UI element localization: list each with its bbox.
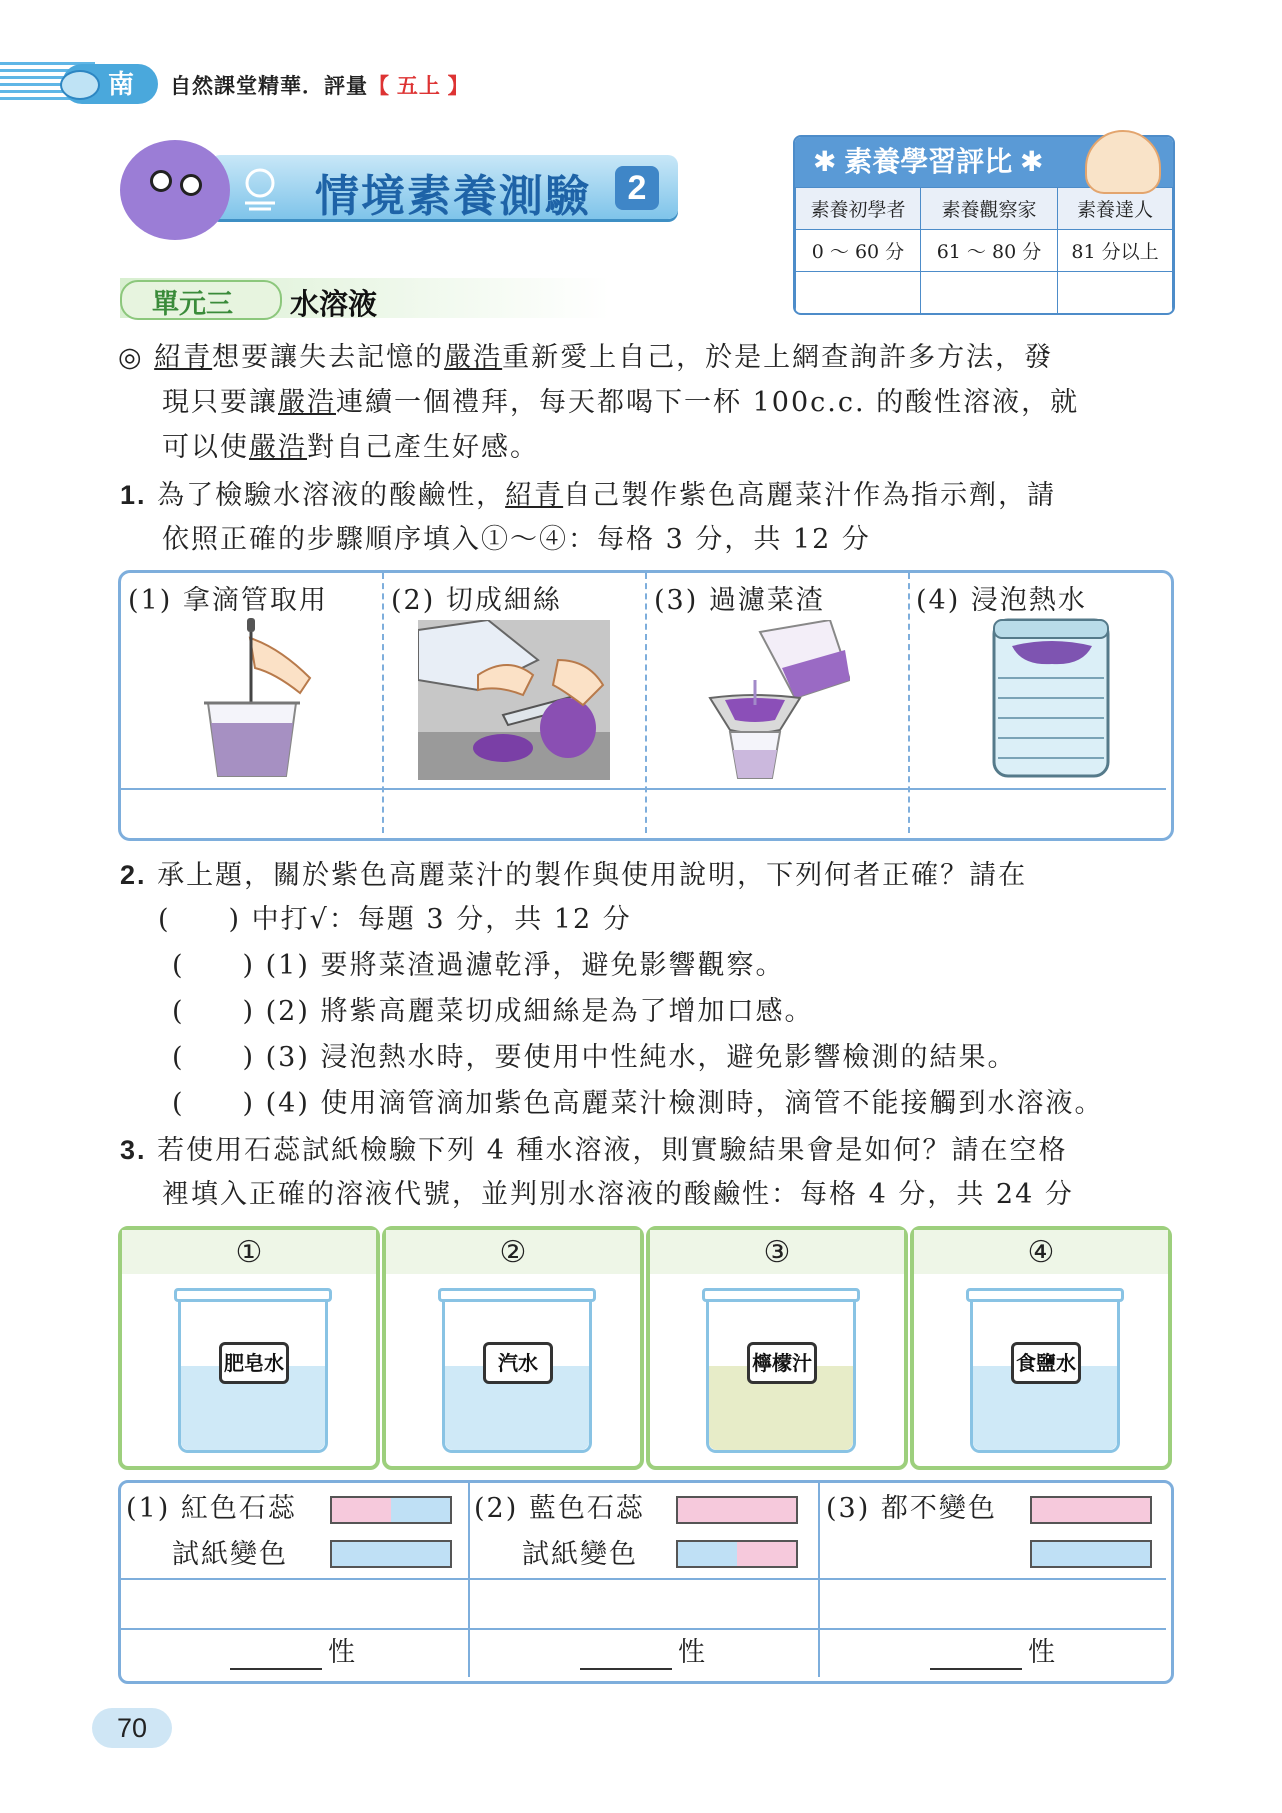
rating-level: 素養達人 <box>1057 188 1172 230</box>
test-number-badge: 2 <box>615 166 659 210</box>
q3-number: 3. <box>120 1135 147 1165</box>
q2-item-1[interactable]: ( ) (1) 要將菜渣過濾乾淨，避免影響觀察。 <box>172 950 785 981</box>
result-2-line-1: (2) 藍色石蕊 <box>474 1493 645 1524</box>
header-title <box>170 70 470 100</box>
property-suffix: 性 <box>1028 1637 1057 1668</box>
book-title: 自然課堂精華．評量 <box>170 75 368 98</box>
beaker-icon <box>442 1292 592 1453</box>
lightbulb-icon <box>235 165 285 213</box>
beaker-label: 檸檬汁 <box>747 1342 817 1384</box>
q2-item-3[interactable]: ( ) (3) 浸泡熱水時，要使用中性純水，避免影響檢測的結果。 <box>172 1042 1017 1073</box>
blue-strip-icon <box>1030 1540 1152 1568</box>
property-suffix: 性 <box>328 1637 357 1668</box>
beaker-icon <box>178 1292 328 1453</box>
beaker-label: 肥皂水 <box>219 1342 289 1384</box>
q1-line-1 <box>120 472 1056 519</box>
step-2-answer-cell[interactable] <box>384 790 644 832</box>
rating-checkbox[interactable] <box>920 272 1057 314</box>
fish-icon <box>60 70 100 100</box>
step-1-answer-cell[interactable] <box>121 790 381 832</box>
name-shaoqing: 紹青 <box>154 342 213 373</box>
beaker-label: 食鹽水 <box>1011 1342 1081 1384</box>
page-number: 70 <box>92 1708 172 1748</box>
beaker-card-1 <box>118 1226 380 1470</box>
intro-text: 對自己產生好感。 <box>307 432 539 463</box>
intro-text: 可以使 <box>162 432 249 463</box>
beaker-icon <box>706 1292 856 1453</box>
q2-item-4[interactable]: ( ) (4) 使用滴管滴加紫色高麗菜汁檢測時，滴管不能接觸到水溶液。 <box>172 1088 1104 1119</box>
rating-title: ✱ 素養學習評比 ✱ <box>795 137 1173 187</box>
rating-checkbox[interactable] <box>1057 272 1172 314</box>
intro-text: 重新愛上自己，於是上網查詢許多方法，發 <box>502 342 1054 373</box>
rating-range: 81 分以上 <box>1057 230 1172 272</box>
blue-strip-icon <box>330 1540 452 1568</box>
unit-name: 水溶液 <box>290 289 378 321</box>
beaker-card-3 <box>646 1226 908 1470</box>
q2-item-2[interactable]: ( ) (2) 將紫高麗菜切成細絲是為了增加口感。 <box>172 996 814 1027</box>
result-2-line-2: 試紙變色 <box>522 1539 638 1570</box>
result-3-line-1: (3) 都不變色 <box>826 1493 997 1524</box>
intro-line-3 <box>162 425 539 471</box>
beaker-number: ② <box>386 1230 640 1274</box>
intro-line-1 <box>118 335 1053 381</box>
result-3-property-blank[interactable] <box>930 1640 1022 1670</box>
intro-text: 想要讓失去記憶的 <box>212 342 445 373</box>
q1-text: 為了檢驗水溶液的酸鹼性， <box>157 480 506 511</box>
beaker-number: ① <box>122 1230 376 1274</box>
result-line <box>121 1628 1166 1630</box>
q2-line-2: ( ) 中打√：每題 3 分，共 12 分 <box>158 904 632 935</box>
name-yanhao: 嚴浩 <box>278 387 336 418</box>
step-3-answer-cell[interactable] <box>647 790 907 832</box>
beaker-number: ④ <box>914 1230 1168 1274</box>
rating-level: 素養觀察家 <box>920 188 1057 230</box>
result-1-answer-cell[interactable] <box>121 1580 466 1626</box>
grade-label: 【 五上 】 <box>368 75 470 98</box>
soaking-jar-illustration <box>992 618 1110 780</box>
beaker-icon <box>970 1292 1120 1453</box>
pink-strip-icon <box>1030 1496 1152 1524</box>
beaker-rim <box>438 1288 596 1302</box>
red-to-blue-strip-icon <box>330 1496 452 1524</box>
step-2-label: (2) 切成細絲 <box>391 585 562 616</box>
step-4-label: (4) 浸泡熱水 <box>916 585 1087 616</box>
q2-line-1 <box>120 852 1027 899</box>
step-3-label: (3) 過濾菜渣 <box>654 585 825 616</box>
q2-number: 2. <box>120 860 147 890</box>
q2-text: 承上題，關於紫色高麗菜汁的製作與使用說明，下列何者正確？請在 <box>157 860 1028 891</box>
rating-range: 61 ～ 80 分 <box>920 230 1057 272</box>
rating-checkbox[interactable] <box>796 272 921 314</box>
pink-strip-icon <box>676 1496 798 1524</box>
header-badge-text: 南 <box>107 69 134 99</box>
rating-level: 素養初學者 <box>796 188 921 230</box>
result-2-property-blank[interactable] <box>580 1640 672 1670</box>
result-1-line-1: (1) 紅色石蕊 <box>126 1493 297 1524</box>
result-3-answer-cell[interactable] <box>820 1580 1166 1626</box>
blue-to-red-strip-icon <box>676 1540 798 1568</box>
beaker-label: 汽水 <box>483 1342 553 1384</box>
bullet-mark: ◎ <box>118 342 144 373</box>
dropper-cup-illustration <box>190 618 320 780</box>
q1-number: 1. <box>120 480 147 510</box>
beaker-number: ③ <box>650 1230 904 1274</box>
filtering-illustration <box>700 620 850 780</box>
q3-line-1 <box>120 1127 1067 1174</box>
step-1-label: (1) 拿滴管取用 <box>128 585 328 616</box>
name-shaoqing: 紹青 <box>505 480 564 511</box>
property-suffix: 性 <box>678 1637 707 1668</box>
beaker-rim <box>702 1288 860 1302</box>
q1-text: 自己製作紫色高麗菜汁作為指示劑，請 <box>563 480 1057 511</box>
cutting-cabbage-illustration <box>418 620 610 780</box>
intro-text: 現只要讓 <box>162 387 278 418</box>
intro-line-2 <box>162 380 1079 426</box>
result-1-property-blank[interactable] <box>230 1640 322 1670</box>
beaker-rim <box>174 1288 332 1302</box>
mascot-eye-icon <box>150 170 172 192</box>
name-yanhao: 嚴浩 <box>249 432 307 463</box>
q3-line-2: 裡填入正確的溶液代號，並判別水溶液的酸鹼性：每格 4 分，共 24 分 <box>162 1179 1074 1210</box>
mascot-eye-icon <box>180 174 202 196</box>
result-2-answer-cell[interactable] <box>470 1580 816 1626</box>
result-1-line-2: 試紙變色 <box>172 1539 288 1570</box>
beaker-card-2 <box>382 1226 644 1470</box>
rating-range: 0 ～ 60 分 <box>796 230 921 272</box>
page-title: 情境素養測驗 <box>315 172 591 221</box>
beaker-rim <box>966 1288 1124 1302</box>
beaker-card-4 <box>910 1226 1172 1470</box>
mascot-icon <box>120 140 230 240</box>
name-yanhao: 嚴浩 <box>444 342 503 373</box>
intro-text: 連續一個禮拜，每天都喝下一杯 100c.c. 的酸性溶液，就 <box>336 387 1080 418</box>
q1-line-2: 依照正確的步驟順序填入①～④：每格 3 分，共 12 分 <box>162 524 871 555</box>
q3-text: 若使用石蕊試紙檢驗下列 4 種水溶液，則實驗結果會是如何？請在空格 <box>157 1135 1068 1166</box>
rating-grid <box>795 187 1173 314</box>
unit-number: 單元三 <box>152 289 233 319</box>
step-4-answer-cell[interactable] <box>910 790 1166 832</box>
